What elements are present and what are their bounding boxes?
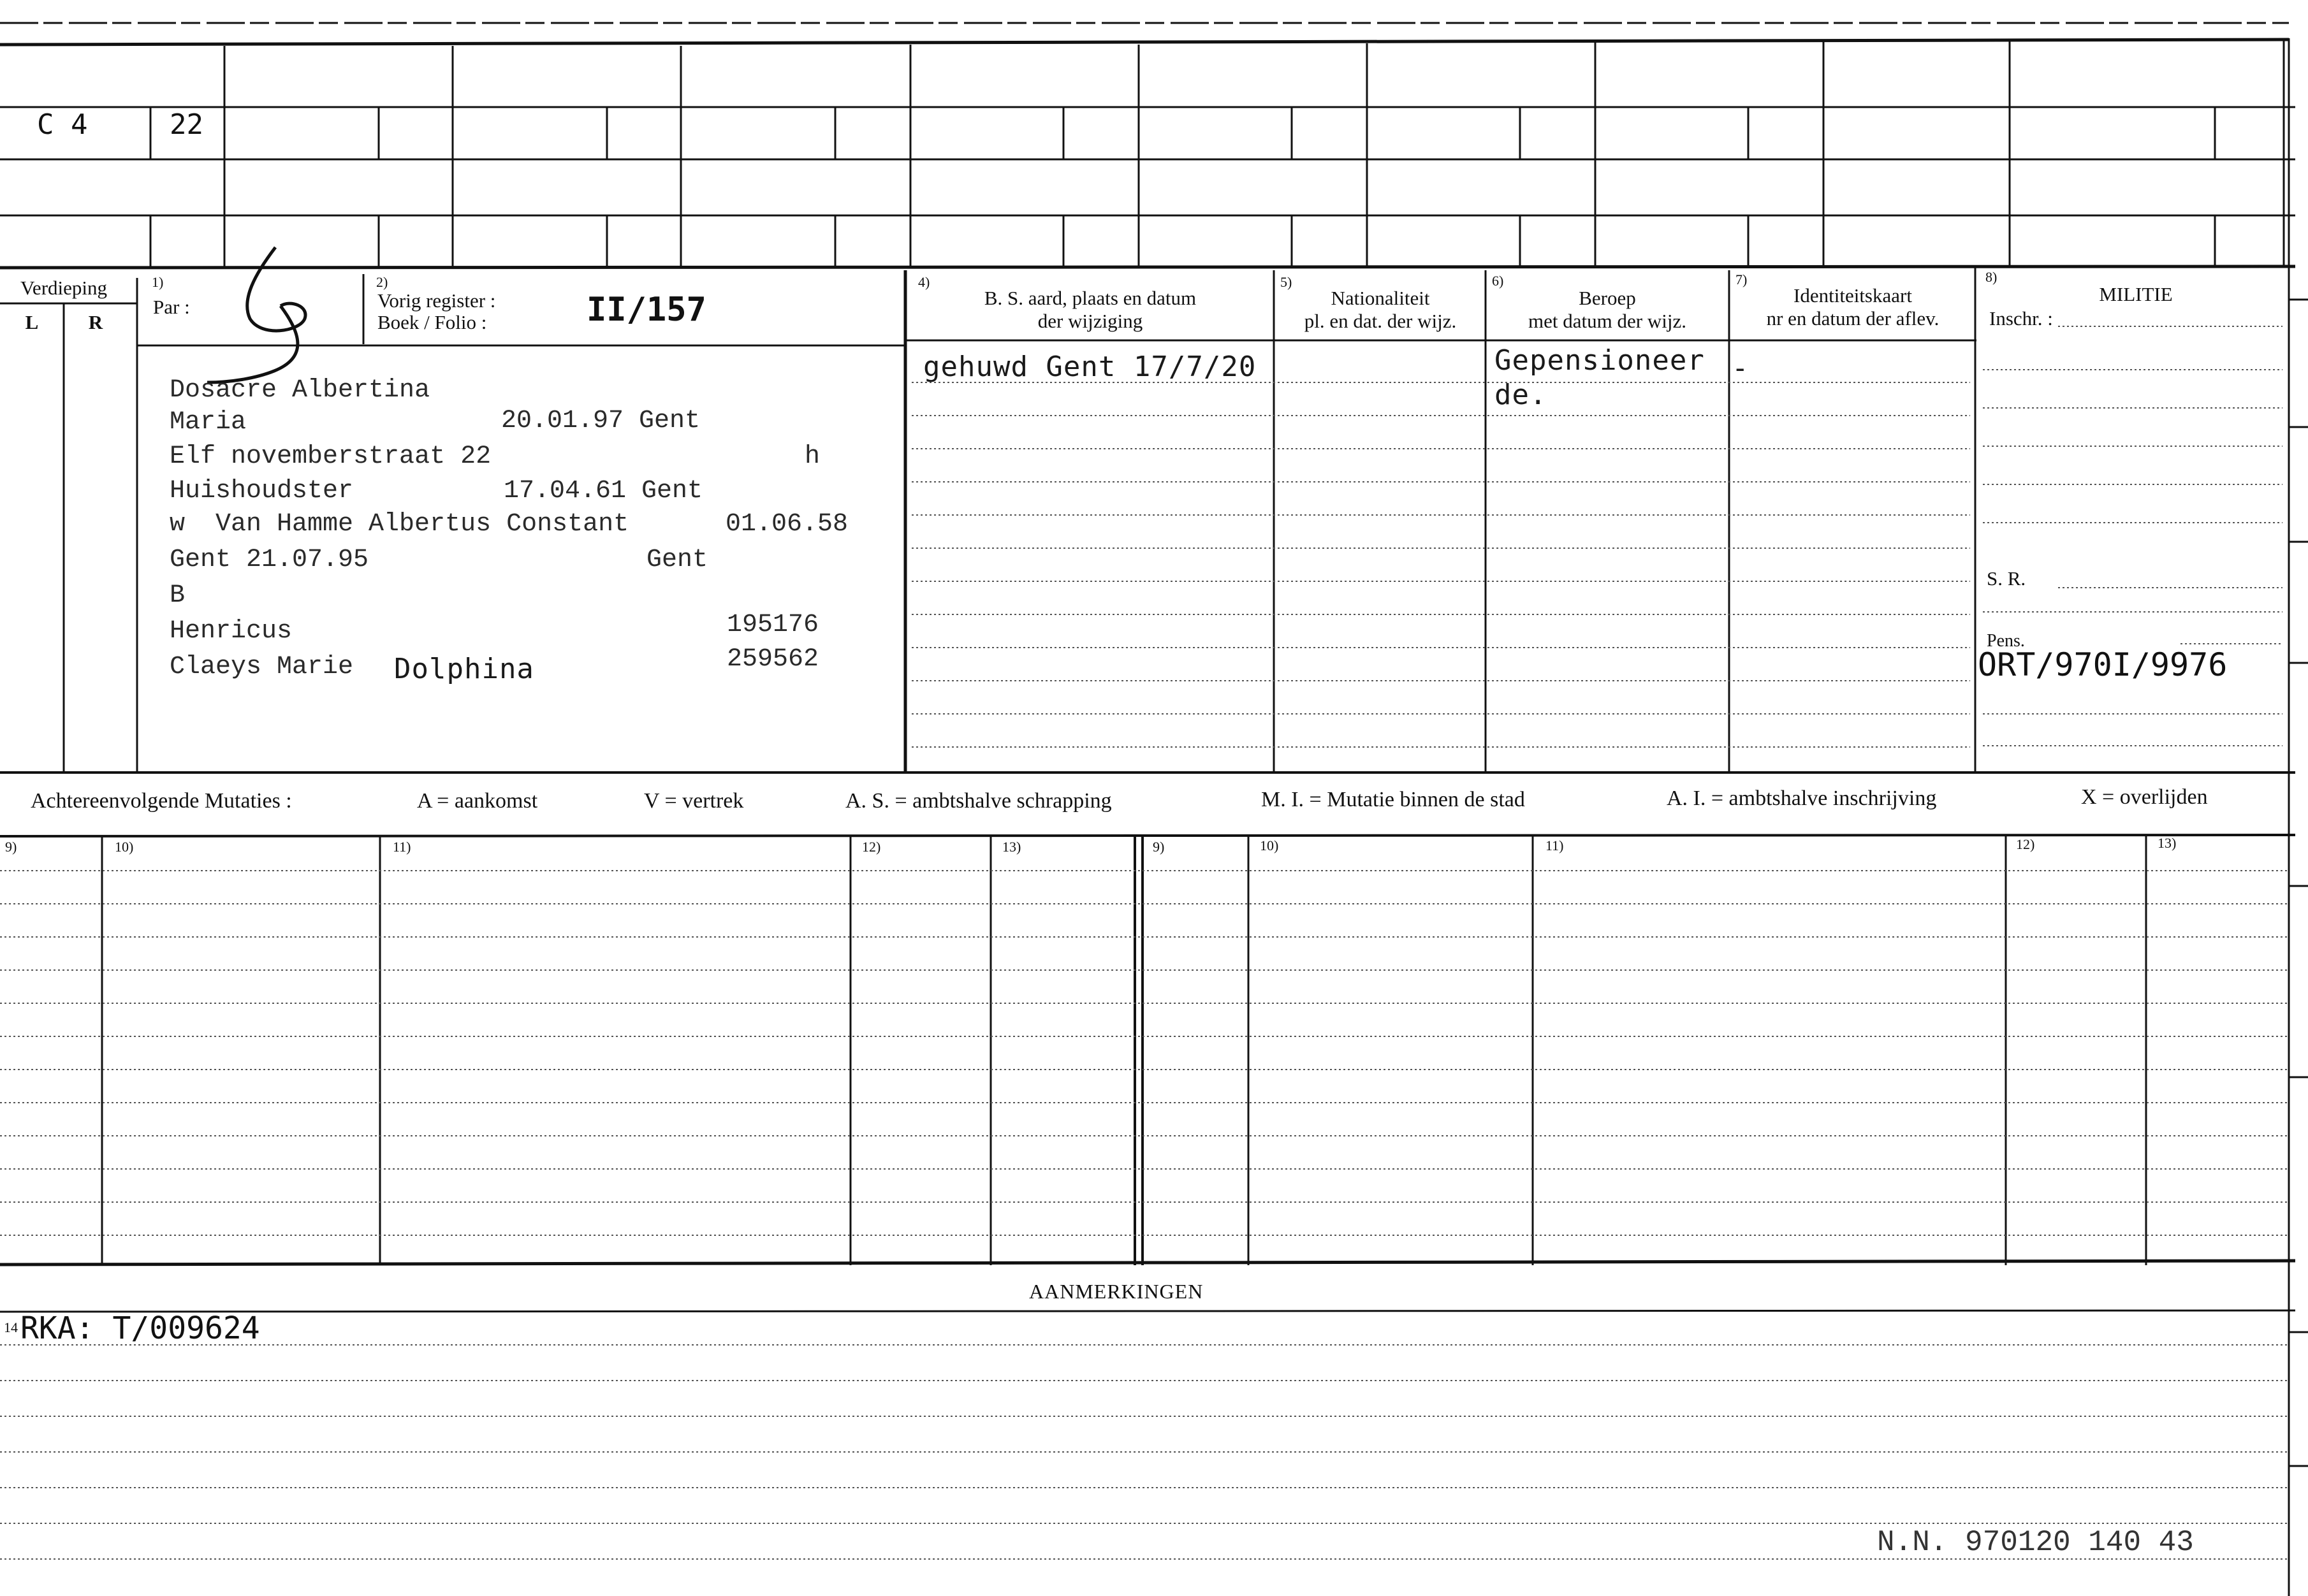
mutaties-title: Achtereenvolgende Mutaties :: [31, 789, 292, 813]
person-line5-date: 01.06.58: [726, 510, 849, 539]
person-line2-name: Maria: [170, 408, 247, 437]
person-line6-city: Gent: [646, 546, 708, 574]
vorig-num: 2): [376, 274, 388, 290]
person-line9-extra: Dolphina: [394, 653, 534, 685]
par-num: 1): [152, 274, 164, 290]
nat-num: 5): [1280, 274, 1292, 290]
aanmerkingen-value: RKA: T/009624: [20, 1310, 260, 1346]
person-line8-num: 195176: [727, 611, 819, 639]
militie-sr: S. R.: [1987, 567, 2026, 590]
vorig-value: II/157: [587, 291, 706, 329]
verdieping-r: R: [88, 311, 103, 333]
mutaties-as: A. S. = ambtshalve schrapping: [845, 789, 1112, 813]
person-line9-name: Claeys Marie: [170, 653, 354, 681]
mutaties-col: 9): [1153, 839, 1165, 855]
top-row-col2: 22: [170, 108, 203, 141]
person-line3-mark: h: [805, 442, 821, 471]
person-line5-w: w: [170, 510, 186, 539]
bs-num: 4): [918, 274, 930, 290]
boek-label: Boek / Folio :: [377, 311, 487, 333]
person-line3: Elf novemberstraat 22: [170, 442, 492, 471]
bs-line2: der wijziging: [1037, 310, 1143, 332]
verdieping-l: L: [25, 311, 39, 333]
nat-line1: Nationaliteit: [1331, 287, 1430, 309]
person-line6-place: Gent 21.07.95: [170, 546, 369, 574]
mutaties-col: 11): [1545, 838, 1564, 853]
mutaties-mi: M. I. = Mutatie binnen de stad: [1261, 788, 1525, 811]
person-line8-name: Henricus: [170, 617, 293, 646]
aanmerkingen-num: 14: [4, 1319, 18, 1335]
mutaties-col: 11): [393, 839, 411, 855]
id-num: 7): [1735, 272, 1748, 287]
beroep-line1: Beroep: [1579, 287, 1636, 309]
militie-inschr: Inschr. :: [1989, 307, 2053, 330]
par-label: Par :: [153, 296, 190, 318]
mutaties-x: X = overlijden: [2081, 785, 2208, 809]
militie-pens-value: ORT/970I/9976: [1978, 646, 2228, 683]
mutaties-v: V = vertrek: [644, 789, 744, 813]
person-line4-job: Huishoudster: [170, 477, 354, 505]
beroep-value-2: de.: [1494, 379, 1547, 411]
person-line4-date: 17.04.61 Gent: [504, 477, 703, 505]
beroep-num: 6): [1492, 273, 1504, 289]
person-line5-name: Van Hamme Albertus Constant: [215, 510, 629, 539]
mutaties-col: 12): [2016, 836, 2035, 852]
id-line2: nr en datum der aflev.: [1766, 307, 1939, 330]
mutaties-col: 10): [115, 839, 134, 855]
person-line7: B: [170, 581, 186, 610]
beroep-line2: met datum der wijz.: [1528, 310, 1686, 332]
mutaties-a: A = aankomst: [417, 789, 538, 813]
militie-num: 8): [1985, 269, 1998, 285]
id-line1: Identiteitskaart: [1793, 284, 1912, 307]
person-line9-num: 259562: [727, 645, 819, 674]
mutaties-col: 12): [862, 839, 881, 855]
nat-line2: pl. en dat. der wijz.: [1304, 310, 1457, 332]
national-number: N.N. 970120 140 43: [1877, 1526, 2194, 1559]
bs-line1: B. S. aard, plaats en datum: [984, 287, 1197, 309]
verdieping-label: Verdieping: [20, 277, 108, 299]
mutaties-col: 10): [1260, 838, 1279, 853]
mutaties-ai: A. I. = ambtshalve inschrijving: [1667, 787, 1937, 810]
bs-value: gehuwd Gent 17/7/20: [923, 351, 1257, 383]
vorig-label: Vorig register :: [377, 289, 496, 312]
id-value: -: [1732, 352, 1749, 384]
mutaties-col: 9): [5, 839, 17, 855]
person-line1: Dosacre Albertina: [170, 376, 430, 405]
mutaties-col: 13): [1002, 839, 1021, 855]
person-line2-date: 20.01.97 Gent: [501, 407, 701, 435]
militie-pens: Pens.: [1987, 631, 2025, 651]
top-row-col1: C 4: [37, 108, 88, 141]
mutaties-col: 13): [2158, 835, 2177, 851]
aanmerkingen-title: AANMERKINGEN: [1029, 1280, 1204, 1303]
militie-title: MILITIE: [2099, 283, 2173, 305]
beroep-value-1: Gepensioneer: [1494, 344, 1705, 377]
